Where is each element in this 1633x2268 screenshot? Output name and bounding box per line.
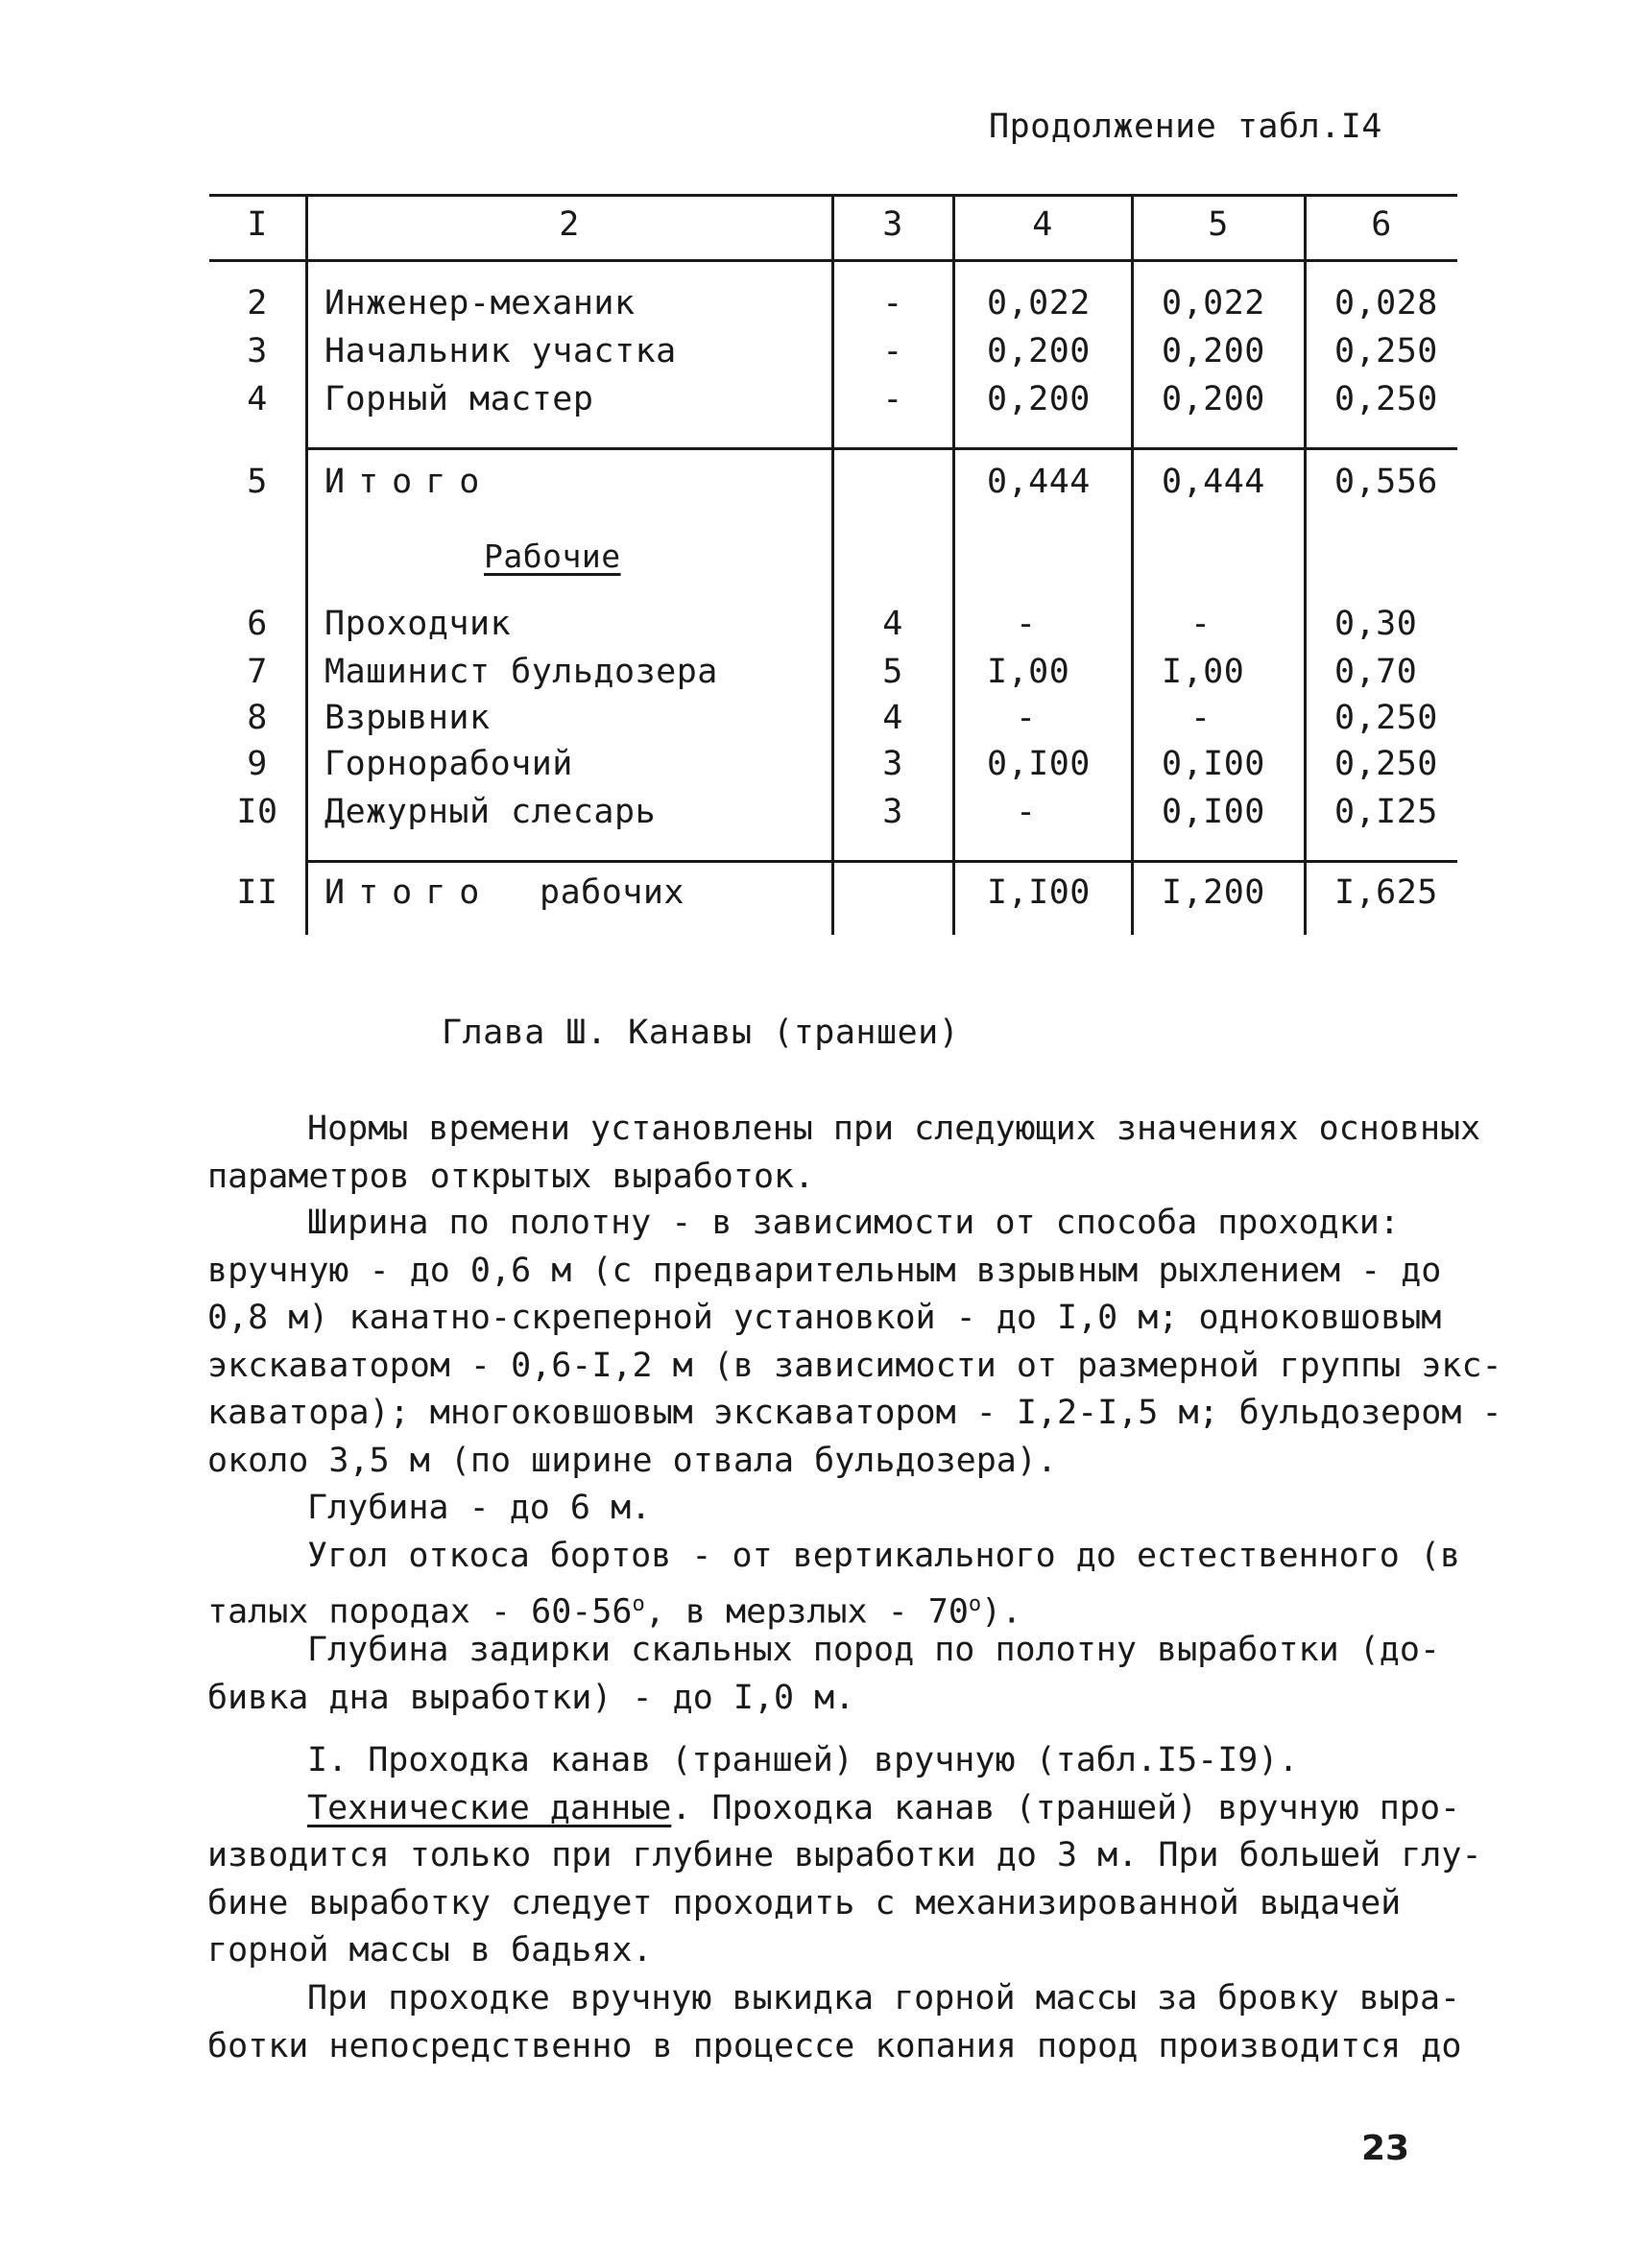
row-col-4: 0,444 [987, 463, 1091, 501]
text-line: 0,8 м) канатно-скреперной установкой - до I,0 м; одноковшовым [207, 1299, 1442, 1337]
table-col-divider-1 [305, 196, 308, 935]
section-manual-trenching [207, 1737, 1482, 1975]
text-line: Ширина по полотну - в зависимости от способа проходки: [307, 1204, 1400, 1242]
text-line: Глубина - до 6 м. [307, 1489, 652, 1527]
text-fragment: . Проходка канав (траншей) вручную про- [671, 1788, 1461, 1827]
table-header-col-2: 2 [559, 205, 580, 244]
row-col-3: - [882, 332, 903, 370]
total-label: Итого [324, 873, 493, 912]
row-number: 9 [247, 745, 268, 783]
row-col-6: I,625 [1334, 873, 1438, 912]
row-col-5: 0,022 [1162, 284, 1265, 322]
table-col-divider-4 [1131, 196, 1134, 935]
chapter-heading: Глава Ш. Канавы (траншеи) [442, 1014, 960, 1052]
technical-data-label: Технические данные [307, 1788, 672, 1827]
row-col-3: - [882, 284, 903, 322]
row-col-3: 5 [882, 653, 903, 691]
row-col-6: 0,I25 [1334, 793, 1438, 831]
row-col-6: 0,250 [1334, 332, 1438, 370]
row-number: 2 [247, 284, 268, 322]
total-label-suffix: рабочих [540, 873, 685, 912]
table-header-col-5: 5 [1208, 205, 1229, 244]
row-number: 3 [247, 332, 268, 370]
table-header-col-3: 3 [882, 205, 903, 244]
text-line: При проходке вручную выкидка горной массы за бровку выра- [307, 1979, 1461, 2017]
row-col-6: 0,250 [1334, 745, 1438, 783]
table-col-divider-5 [1304, 196, 1307, 935]
table-total-rule-1 [307, 447, 1457, 450]
text-line: каватора); многоковшовым экскаватором - I,2-I,5 м; бульдозером - [207, 1394, 1502, 1432]
row-number: I0 [236, 793, 278, 831]
row-col-6: 0,250 [1334, 380, 1438, 418]
table-header-col-4: 4 [1032, 205, 1053, 244]
row-position-name: Инженер-механик [324, 284, 636, 322]
row-number: 6 [247, 605, 268, 643]
text-line: изводится только при глубине выработки до 3 м. При большей глу- [207, 1836, 1482, 1874]
degree-superscript: о [632, 1591, 645, 1616]
row-col-5: - [1190, 605, 1212, 643]
row-col-3: 3 [882, 745, 903, 783]
section-title: I. Проходка канав (траншей) вручную (табл.I5-I9). [307, 1741, 1299, 1779]
row-position-name: Горнорабочий [324, 745, 573, 783]
row-col-4: 0,200 [987, 380, 1091, 418]
text-line: Нормы времени установлены при следующих значениях основных [307, 1110, 1481, 1148]
text-line: Глубина задирки скальных пород по полотну выработки (до- [307, 1631, 1441, 1669]
table-header-col-6: 6 [1371, 205, 1392, 244]
row-col-5: I,00 [1162, 653, 1245, 691]
text-line: параметров открытых выработок. [207, 1157, 815, 1196]
row-number: 5 [247, 463, 268, 501]
paragraph-rock-depth [207, 1627, 1455, 1722]
row-position-name: Начальник участка [324, 332, 677, 370]
paragraph-width [207, 1200, 1502, 1485]
row-col-6: 0,30 [1334, 605, 1418, 643]
row-position-name: Горный мастер [324, 380, 594, 418]
row-position-name: Проходчик [324, 605, 512, 643]
row-position-name: Взрывник [324, 699, 491, 737]
text-line: Угол откоса бортов - от вертикального до естественного (в [307, 1537, 1461, 1575]
row-col-3: 3 [882, 793, 903, 831]
paragraph-manual-excavation [207, 1975, 1462, 2070]
row-col-4: - [1016, 605, 1037, 643]
text-line: бине выработку следует проходить с механизированной выдачей [207, 1883, 1402, 1922]
page-number: 23 [1361, 2129, 1410, 2168]
row-col-5: 0,I00 [1162, 793, 1265, 831]
row-number: II [236, 873, 278, 912]
section-heading-workers: Рабочие [484, 537, 621, 575]
row-col-6: 0,556 [1334, 463, 1438, 501]
row-col-6: 0,70 [1334, 653, 1418, 691]
row-number: 7 [247, 653, 268, 691]
degree-superscript: о [968, 1591, 982, 1616]
row-col-5: 0,I00 [1162, 745, 1265, 783]
row-number: 4 [247, 380, 268, 418]
table-total-rule-2 [307, 860, 1457, 863]
row-col-4: - [1016, 699, 1037, 737]
row-col-4: I,00 [987, 653, 1070, 691]
text-line: вручную - до 0,6 м (с предварительным взрывным рыхлением - до [207, 1251, 1442, 1290]
table-continuation-caption: Продолжение табл.I4 [989, 107, 1382, 146]
row-col-5: 0,444 [1162, 463, 1265, 501]
row-col-5: - [1190, 699, 1212, 737]
paragraph-norms [207, 1106, 1481, 1201]
row-position-name: Машинист бульдозера [324, 653, 718, 691]
row-col-3: - [882, 380, 903, 418]
row-position-name: Дежурный слесарь [324, 793, 657, 831]
row-col-4: 0,I00 [987, 745, 1091, 783]
text-line: бивка дна выработки) - до I,0 м. [207, 1678, 855, 1717]
row-col-4: - [1016, 793, 1037, 831]
text-fragment: ). [981, 1592, 1022, 1632]
row-col-6: 0,250 [1334, 699, 1438, 737]
text-fragment: талых породах - 60-56 [207, 1592, 633, 1632]
row-col-5: 0,200 [1162, 380, 1265, 418]
row-col-5: 0,200 [1162, 332, 1265, 370]
text-line: ботки непосредственно в процессе копания пород производится до [207, 2026, 1462, 2065]
text-fragment: , в мерзлых - 70 [644, 1592, 969, 1632]
text-line [207, 1785, 1461, 1833]
paragraph-depth [207, 1485, 1455, 1533]
text-line: экскаватором - 0,6-I,2 м (в зависимости от размерной группы экс- [207, 1346, 1502, 1385]
paragraph-slope [207, 1533, 1461, 1636]
row-col-6: 0,028 [1334, 284, 1438, 322]
table-header-col-1: I [247, 205, 268, 244]
row-col-4: 0,022 [987, 284, 1091, 322]
text-line: около 3,5 м (по ширине отвала бульдозера). [207, 1441, 1058, 1480]
row-col-4: 0,200 [987, 332, 1091, 370]
row-number: 8 [247, 699, 268, 737]
row-col-3: 4 [882, 699, 903, 737]
row-col-5: I,200 [1162, 873, 1265, 912]
total-label: Итого [324, 463, 493, 501]
row-col-4: I,I00 [987, 873, 1091, 912]
text-line: горной массы в бадьях. [207, 1931, 653, 1970]
table-col-divider-3 [952, 196, 955, 935]
row-col-3: 4 [882, 605, 903, 643]
